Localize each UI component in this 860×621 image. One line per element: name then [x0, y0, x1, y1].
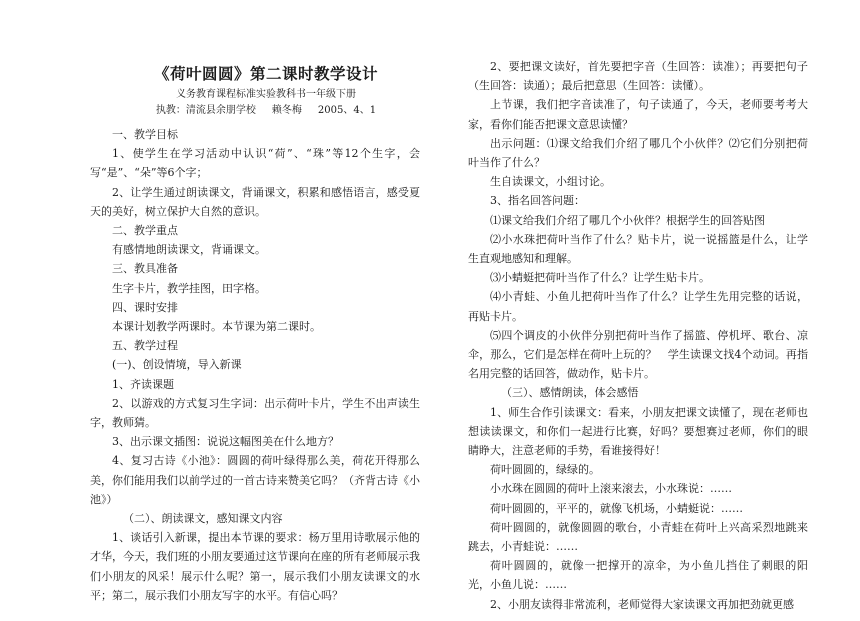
paragraph: 四、课时安排 [112, 300, 178, 314]
paragraph: 2、要把课文读好，首先要把字音（生回答：读准）；再要把句子（生回答：读通）；最后把意思（生回答：读懂）。 [468, 60, 808, 93]
paragraph: 3、指名回答问题： [490, 194, 585, 208]
paragraph: ⑷小青蛙、小鱼儿把荷叶当作了什么？让学生先用完整的话说，再贴卡片。 [468, 290, 808, 323]
author-line [90, 101, 442, 116]
paragraph: 1、谈话引入新课，提出本节课的要求：杨万里用诗歌展示他的才华，今天，我们班的小朋友要通过这节课向在座的所有老师展示我们小朋友的风采！展示什么呢？第一，展示我们小朋友读课文的水平；第二，展示我们小朋友写字的水平。有信心吗？ [90, 531, 420, 602]
author-school: 执教：清流县余朋学校 [155, 105, 256, 116]
paragraph: 五、教学过程 [112, 339, 178, 353]
paragraph: 三、教具准备 [112, 262, 178, 276]
paragraph: 1、使学生在学习活动中认识“荷”、“珠”等12个生字，会写“是”、“朵”等6个字； [90, 147, 420, 180]
paragraph: 二、教学重点 [112, 224, 178, 238]
paragraph: 2、让学生通过朗读课文，背诵课文，积累和感悟语言，感受夏天的美好，树立保护大自然的意识。 [90, 185, 420, 218]
paragraph: ⑴课文给我们介绍了哪几个小伙伴？根据学生的回答贴图 [490, 213, 765, 227]
paragraph: 1、师生合作引读课文：看来，小朋友把课文读懂了，现在老师也想读读课文，和你们一起进行比赛，好吗？要想赛过老师，你们的眼睛睁大，注意老师的手势，看谁接得好！ [468, 405, 808, 458]
paragraph: 荷叶圆圆的，就像一把撑开的凉伞，为小鱼儿挡住了刺眼的阳光，小鱼儿说：…… [468, 559, 808, 592]
paragraph: (一)、创设情境，导入新课 [112, 358, 242, 372]
paragraph: 本课计划教学两课时。本节课为第二课时。 [112, 320, 321, 334]
document-title: 《荷叶圆圆》第二课时教学设计 [153, 64, 378, 83]
paragraph: 荷叶圆圆的，就像圆圆的歌台，小青蛙在荷叶上兴高采烈地跳来跳去，小青蛙说：…… [468, 520, 808, 554]
right-column [468, 57, 808, 614]
paragraph: 一、教学目标 [112, 128, 178, 141]
paragraph: 荷叶圆圆的，绿绿的。 [490, 463, 600, 477]
paragraph: 生自读课文，小组讨论。 [490, 175, 611, 189]
paragraph: 有感情地朗读课文，背诵课文。 [112, 243, 266, 257]
paragraph: ⑵小水珠把荷叶当作了什么？贴卡片，说一说摇篮是什么，让学生直观地感知和理解。 [468, 232, 808, 266]
paragraph: 2、以游戏的方式复习生字词：出示荷叶卡片，学生不出声读生字，教师猜。 [90, 396, 420, 430]
paragraph: 小水珠在圆圆的荷叶上滚来滚去，小水珠说：…… [490, 482, 732, 496]
paragraph: 3、出示课文插图：说说这幅图美在什么地方？ [112, 435, 339, 449]
paragraph: 2、小朋友读得非常流利，老师觉得大家读课文再加把劲就更感 [490, 597, 794, 611]
left-column [90, 125, 420, 605]
paragraph: 上节课，我们把字音读准了，句子读通了，今天，老师要考考大家，看你们能否把课文意思读懂？ [468, 98, 808, 131]
author-name: 赖冬梅 [271, 105, 302, 116]
document-subtitle: 义务教育课程标准实验教科书一年级下册 [176, 89, 356, 100]
paragraph: 出示问题：⑴课文给我们介绍了哪几个小伙伴？⑵它们分别把荷叶当作了什么？ [468, 136, 808, 170]
paragraph: 4、复习古诗《小池》：圆圆的荷叶绿得那么美，荷花开得那么美，你们能用我们以前学过的一首古诗来赞美它吗？（齐背古诗《小池》） [90, 454, 420, 506]
paragraph: ⑸四个调皮的小伙伴分别把荷叶当作了摇篮、停机坪、歌台、凉伞，那么，它们是怎样在荷叶上玩的？ 学生读课文找4个动词。再指名用完整的话回答，做动作，贴卡片。 [468, 328, 808, 381]
paragraph: ⑶小蜻蜓把荷叶当作了什么？让学生贴卡片。 [490, 271, 710, 285]
paragraph: （二）、朗读课文，感知课文内容 [123, 512, 283, 526]
paragraph: 1、齐读课题 [112, 377, 174, 391]
paragraph: 生字卡片，教学挂图，田字格。 [112, 281, 266, 295]
paragraph: （三）、感情朗读，体会感悟 [501, 386, 639, 400]
paragraph: 荷叶圆圆的，平平的，就像飞机场，小蜻蜓说：…… [490, 501, 743, 515]
author-date: 2005、4、1 [317, 105, 377, 116]
